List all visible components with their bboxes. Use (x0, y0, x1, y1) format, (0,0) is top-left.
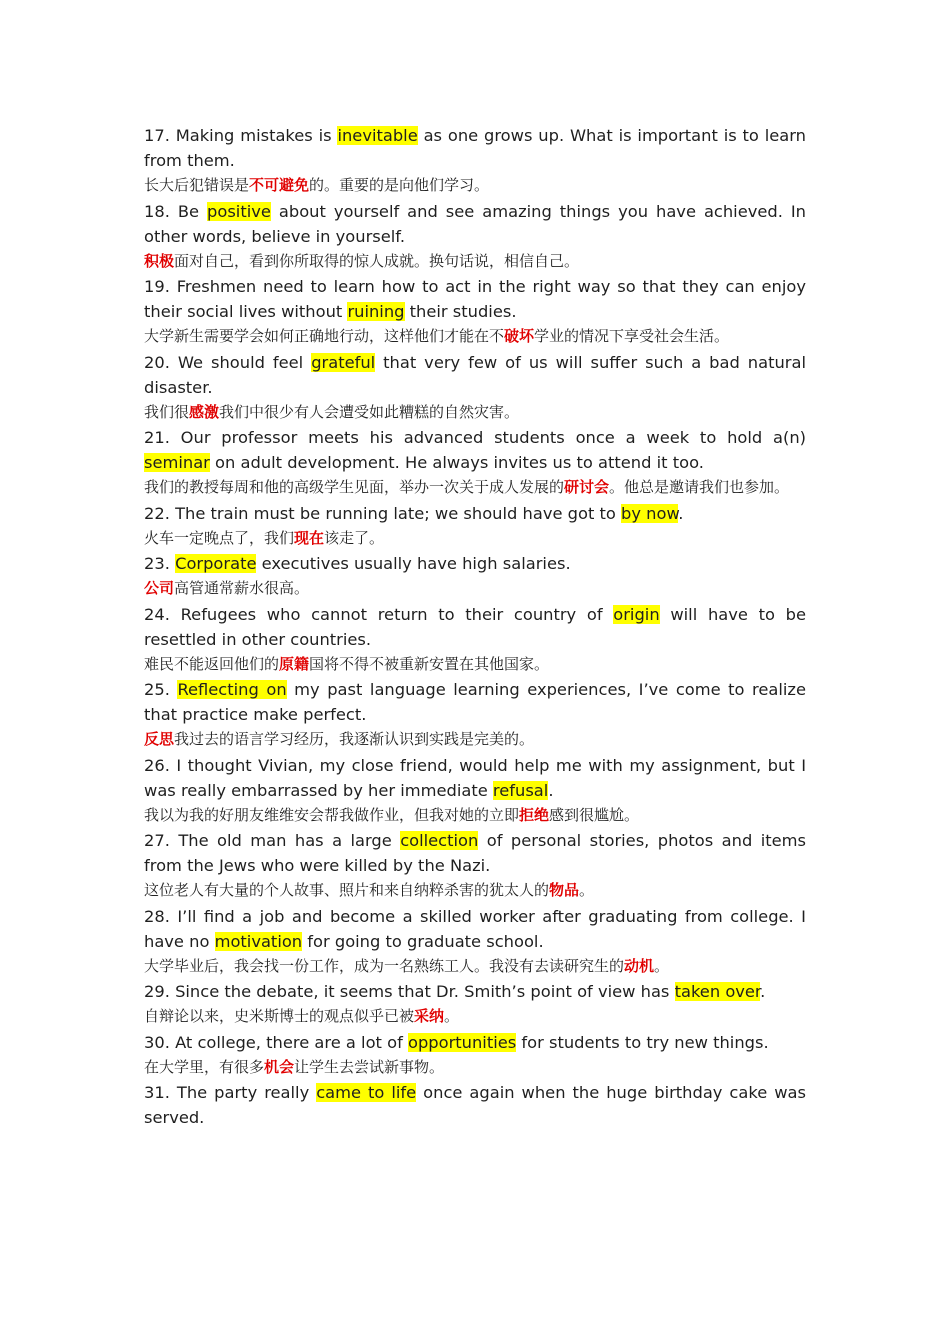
highlighted-vocabulary: Reflecting on (177, 680, 287, 699)
sentence-text: for going to graduate school. (302, 931, 544, 951)
translated-keyword: 研讨会 (564, 478, 610, 496)
translation-text: 长大后犯错误是 (144, 176, 250, 194)
highlighted-vocabulary: motivation (214, 931, 303, 951)
english-sentence (144, 425, 806, 475)
sentence-text: 25. (144, 680, 178, 699)
highlighted-vocabulary: grateful (311, 352, 376, 372)
translated-keyword: 公司 (144, 579, 175, 597)
sentence-text: once again when the huge birthday cake was served. (144, 1083, 807, 1127)
sentence-text: for students to try new things. (516, 1032, 769, 1052)
chinese-translation (144, 1055, 806, 1080)
translation-text: 我们很 (144, 402, 190, 421)
translation-text: 。 (654, 956, 670, 975)
translation-text: 难民不能返回他们的 (144, 654, 280, 673)
highlighted-vocabulary: seminar (144, 453, 210, 472)
translation-text: 高管通常薪水很高。 (174, 579, 310, 597)
translated-keyword: 积极 (144, 251, 175, 270)
highlighted-vocabulary: by now (621, 503, 679, 523)
sentence-text: . (678, 503, 684, 523)
chinese-translation (144, 878, 806, 903)
english-sentence (144, 1030, 806, 1055)
chinese-translation (144, 576, 806, 601)
sentence-text: 23. (144, 554, 176, 573)
chinese-translation (144, 400, 806, 425)
translation-text: 。 (579, 881, 595, 899)
translated-keyword: 感激 (189, 402, 220, 421)
english-sentence (144, 199, 806, 249)
english-sentence (144, 828, 806, 878)
translation-text: 这位老人有大量的个人故事、照片和来自纳粹杀害的犹太人的 (144, 881, 550, 899)
translation-text: 感到很尴尬。 (549, 805, 640, 824)
sentence-text: . (548, 780, 554, 800)
translation-text: 我以为我的好朋友维维安会帮我做作业，但我对她的立即 (144, 805, 520, 824)
translation-text: 自辩论以来，史米斯博士的观点似乎已被 (144, 1007, 415, 1025)
translation-text: 国将不得不被重新安置在其他国家。 (309, 654, 550, 673)
translated-keyword: 破坏 (504, 327, 535, 345)
sentence-text: 24. Refugees who cannot return to their country of (144, 604, 614, 624)
english-sentence (144, 753, 806, 803)
document-page (144, 123, 806, 1130)
sentence-text: my past language learning experiences, I’ve come to realize that practice make perfect. (144, 680, 806, 724)
english-sentence (144, 274, 806, 324)
chinese-translation (144, 652, 806, 677)
translation-text: 大学新生需要学会如何正确地行动，这样他们才能在不 (144, 327, 505, 345)
highlighted-vocabulary: taken over (674, 982, 761, 1001)
english-sentence (144, 551, 806, 576)
chinese-translation (144, 475, 806, 500)
translation-text: 火车一定晚点了，我们 (144, 528, 295, 547)
sentence-text: 27. The old man has a large (144, 831, 401, 850)
translated-keyword: 机会 (264, 1057, 295, 1076)
sentence-text: will have to be resettled in other countries. (144, 604, 806, 649)
highlighted-vocabulary: ruining (347, 302, 405, 321)
sentence-text: their studies. (404, 302, 517, 321)
english-sentence (144, 350, 806, 400)
translation-text: 我过去的语言学习经历，我逐渐认识到实践是完美的。 (174, 730, 535, 748)
sentence-text: 18. Be (144, 201, 208, 221)
chinese-translation (144, 173, 806, 198)
sentence-text: 19. Freshmen need to learn how to act in the right way so that they can enjoy their social lives without (144, 277, 806, 321)
translated-keyword: 现在 (294, 528, 325, 547)
english-sentence (144, 677, 806, 727)
highlighted-vocabulary: refusal (492, 780, 549, 800)
sentence-text: . (760, 982, 766, 1001)
highlighted-vocabulary: Corporate (175, 554, 257, 573)
translation-text: 面对自己，看到你所取得的惊人成就。换句话说，相信自己。 (174, 251, 580, 270)
sentence-text: that very few of us will suffer such a bad natural disaster. (144, 352, 806, 397)
chinese-translation (144, 954, 806, 979)
translated-keyword: 拒绝 (519, 805, 550, 824)
chinese-translation (144, 526, 806, 551)
chinese-translation (144, 1004, 806, 1029)
translated-keyword: 原籍 (279, 654, 310, 673)
translation-text: 。 (444, 1007, 460, 1025)
english-sentence (144, 123, 806, 173)
english-sentence (144, 979, 806, 1004)
chinese-translation (144, 249, 806, 274)
highlighted-vocabulary: opportunities (407, 1032, 517, 1052)
sentence-text: 20. We should feel (144, 352, 312, 372)
translation-text: 的。重要的是向他们学习。 (309, 176, 490, 194)
translation-text: 我们的教授每周和他的高级学生见面，举办一次关于成人发展的 (144, 478, 565, 496)
chinese-translation (144, 727, 806, 752)
sentence-text: 17. Making mistakes is (144, 126, 338, 145)
sentence-text: 26. I thought Vivian, my close friend, would help me with my assignment, but I was really embarrassed by her immediate (144, 755, 806, 800)
highlighted-vocabulary: collection (400, 831, 479, 850)
chinese-translation (144, 803, 806, 828)
translation-text: 在大学里，有很多 (144, 1057, 265, 1076)
translated-keyword: 物品 (549, 881, 580, 899)
sentence-text: 31. The party really (144, 1083, 317, 1102)
sentence-text: 29. Since the debate, it seems that Dr. Smith’s point of view has (144, 982, 675, 1001)
translation-text: 我们中很少有人会遭受如此糟糕的自然灾害。 (219, 402, 520, 421)
translated-keyword: 反思 (144, 730, 175, 748)
translated-keyword: 动机 (624, 956, 655, 975)
translation-text: 。他总是邀请我们也参加。 (609, 478, 790, 496)
sentence-text: of personal stories, photos and items from the Jews who were killed by the Nazi. (144, 831, 806, 875)
english-sentence (144, 602, 806, 652)
translation-text: 让学生去尝试新事物。 (294, 1057, 445, 1076)
highlighted-vocabulary: origin (613, 604, 660, 624)
highlighted-vocabulary: positive (207, 201, 271, 221)
english-sentence (144, 501, 806, 526)
translated-keyword: 采纳 (414, 1007, 445, 1025)
highlighted-vocabulary: came to life (316, 1083, 417, 1102)
english-sentence (144, 1080, 806, 1130)
chinese-translation (144, 324, 806, 349)
sentence-text: 22. The train must be running late; we should have got to (144, 503, 622, 523)
sentence-text: 21. Our professor meets his advanced students once a week to hold a(n) (144, 428, 806, 447)
translation-text: 学业的情况下享受社会生活。 (534, 327, 730, 345)
sentence-text: executives usually have high salaries. (256, 554, 571, 573)
translated-keyword: 不可避免 (249, 176, 310, 194)
translation-text: 大学毕业后，我会找一份工作，成为一名熟练工人。我没有去读研究生的 (144, 956, 625, 975)
sentence-text: on adult development. He always invites us to attend it too. (209, 453, 704, 472)
sentence-text: as one grows up. What is important is to learn from them. (144, 126, 806, 170)
english-sentence (144, 904, 806, 954)
sentence-list (144, 123, 806, 1130)
sentence-text: about yourself and see amazing things you have achieved. In other words, believe in yourself. (144, 201, 806, 246)
highlighted-vocabulary: inevitable (337, 126, 418, 145)
sentence-text: 28. I’ll find a job and become a skilled worker after graduating from college. I have no (144, 906, 806, 951)
translation-text: 该走了。 (324, 528, 385, 547)
sentence-text: 30. At college, there are a lot of (144, 1032, 408, 1052)
